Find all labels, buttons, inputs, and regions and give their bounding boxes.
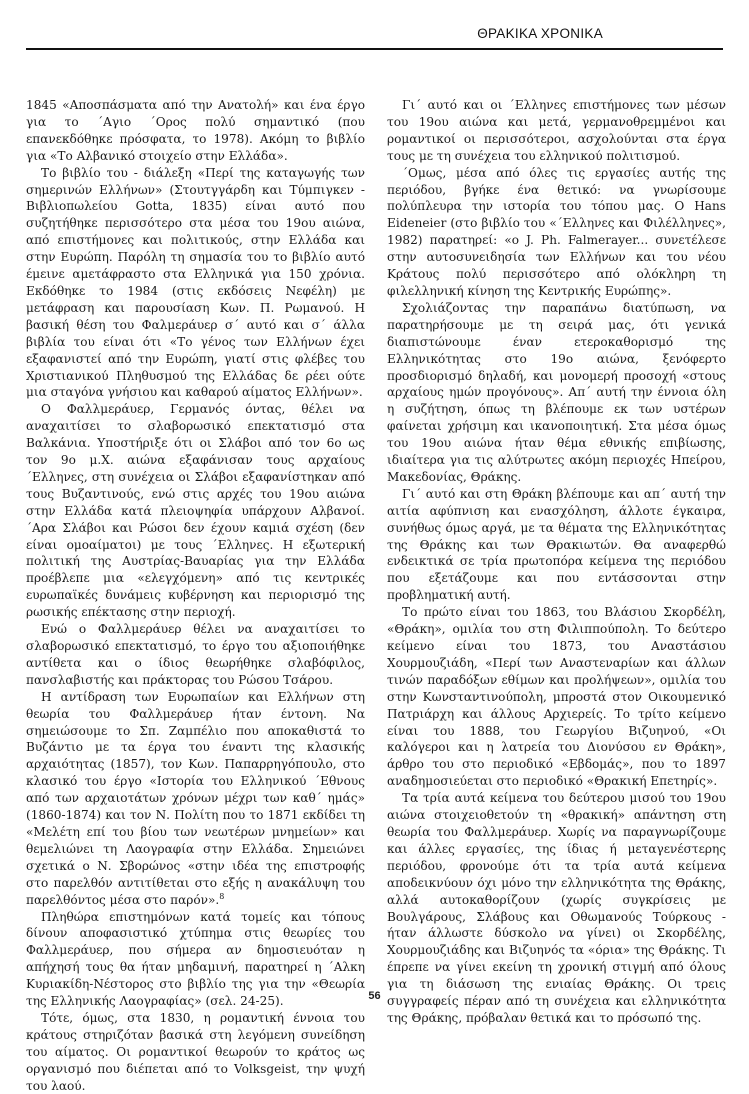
paragraph: 1845 «Αποσπάσματα από την Ανατολή» και ένα έργο για το ΄Αγιο ΄Ορος πολύ σημαντικό (που επανεκδόθηκε πρόσφατα, το 1978). Ακόμη το βιβλίο για «Το Αλβανικό στοιχείο στην Ελλάδα». [26, 98, 365, 163]
journal-title: ΘΡΑΚΙΚΑ ΧΡΟΝΙΚΑ [477, 26, 603, 41]
running-header [26, 26, 723, 50]
page-number: 56 [368, 990, 381, 1002]
left-column [26, 97, 365, 1094]
right-column [387, 97, 726, 1027]
paragraph: Το πρώτο είναι του 1863, του Βλάσιου Σκορδέλη, «Θράκη», ομιλία του στη Φιλιππούπολη. Το δεύτερο κείμενο είναι του 1873, του Αναστάσιου Χουρμουζιάδη, «Περί των Αναστεναρίων και άλλων τινών παραδόξων εθίμων και προλήψεων», ομιλία του στην Κωνσταντινούπολη, μπροστά στον Οικουμενικό Πατριάρχη και άλλους Αρχιερείς. Το τρίτο κείμενο είναι του 1888, του Γεωργίου Βιζυηνού, «Οι καλόγεροι και η λατρεία του Διονύσου εν Θράκη», άρθρο του στο περιοδικό «Εβδομάς», που το 1897 αναδημοσιεύεται στο περιοδικό «Θρακική Επετηρίς». [387, 605, 726, 789]
paragraph: Γι΄ αυτό και στη Θράκη βλέπουμε και απ΄ αυτή την αιτία αφύπνιση και ενασχόληση, άλλοτε έγκαιρα, συνήθως όμως αργά, με τα θέματα της Ελληνικότητας της Θράκης και των Θρακιωτών. Θα αναφερθώ ενδεικτικά σε τρία πρωτοπόρα κείμενα της περιόδου που εξετάζουμε και που εντάσσονται στην προβληματική αυτή. [387, 486, 726, 603]
paragraph: Γι΄ αυτό και οι ΄Ελληνες επιστήμονες των μέσων του 19ου αιώνα και μετά, γερμανοθρεμμένοι και ρομαντικοί οι περισσότεροι, ασχολούνται στα έργα τους με τη συνέχεια του ελληνικού πολιτισμού. [387, 98, 726, 163]
paragraph-text: Η αντίδραση των Ευρωπαίων και Ελλήνων στη θεωρία του Φαλλμεράυερ ήταν έντονη. Να σημειώσουμε το Σπ. Ζαμπέλιο που αποκαθιστά το Βυζάντιο με τα έργα του έναντι της κλασικής αρχαιότητας (1857), τον Κων. Παπαρρηγόπουλο, στο κλασικό του έργο «Ιστορία του Ελληνικού ΄Εθνους από των αρχαιοτάτων χρόνων μέχρι των καθ΄ ημάς» (1860-1874) και τον Ν. Πολίτη που το 1871 εκδίδει τη «Μελέτη επί του βίου των νεωτέρων μνημείων» και θεμελιώνει τη Λαογραφία στην Ελλάδα. Σημειώνει σχετικά ο Ν. Σβορώνος «στην ιδέα της επιστροφής στο παρελθόν αντιτίθεται στο εξής η ανακάλυψη του παρελθόντος μέσα στο παρόν». [26, 689, 365, 907]
paragraph-with-footnote [26, 689, 365, 909]
paragraph: Σχολιάζοντας την παραπάνω διατύπωση, να παρατηρήσουμε με τη σειρά μας, ότι γενικά διαπιστώνουμε έναν ετεροκαθορισμό της Ελληνικότητας στο 19ο αιώνα, ξενόφερτο προσδιορισμό δηλαδή, και μονομερή προσοχή «στους αρχαίους ημών προγόνους». Απ΄ αυτή την έννοια όλη η συζήτηση, όπως τη βλέπουμε εκ των υστέρων φαίνεται χρήσιμη και ικανοποιητική. Στα μέσα όμως του 19ου αιώνα ήταν θέμα εθνικής επιβίωσης, ιδιαίτερα για τις αλύτρωτες ακόμη περιοχές Ηπείρου, Μακεδονίας, Θράκης. [387, 300, 726, 484]
paragraph: Τα τρία αυτά κείμενα του δεύτερου μισού του 19ου αιώνα στοιχειοθετούν τη «θρακική» απάντηση στη θεωρία του Φαλλμεράυερ. Χωρίς να παραγνωρίζουμε και άλλες εργασίες, της ίδιας ή μεταγενέστερης περιόδου, φρονούμε ότι τα τρία αυτά κείμενα αποδεικνύουν όχι μόνο την ελληνικότητα της Θράκης, αλλά αυτοκαθορίζουν (χωρίς συγκρίσεις με Βουλγάρους, Σλάβους και Οθωμανούς Τούρκους - ήταν άλλωστε δύσκολο να γίνει) οι Σκορδέλης, Χουρμουζιάδης και Βιζυηνός τα «όρια» της Θράκης. Τι έπρεπε να γίνει εκείνη τη χρονική στιγμή από όλους για τη διάσωση της ενιαίας Θράκης. Οι τρεις συγγραφείς πέραν από τη συνέχεια και ελληνικότητα της Θράκης, πρόβαλαν θετικά και το πρόσωπό της. [387, 791, 726, 1025]
paragraph: Πληθώρα επιστημόνων κατά τομείς και τόπους δίνουν αποφασιστικό χτύπημα στις θεωρίες του Φαλλμεράυερ, που σήμερα αν δημοσιευόταν η απήχησή τους θα ήταν μηδαμινή, παρατηρεί η ΄Αλκη Κυριακίδη-Νέστορος στο βιβλίο της για την «Θεωρία της Ελληνικής Λαογραφίας» (σελ. 24-25). [26, 909, 365, 1009]
paragraph: Το βιβλίο του - διάλεξη «Περί της καταγωγής των σημερινών Ελλήνων» (Στουτγγάρδη και Τύμπιγκεν - Βιβλιοπωλείου Gotta, 1835) είναι αυτό που συζητήθηκε περισσότερο στα μέσα του 19ου αιώνα, από επιστήμονες και πολιτικούς, στην Ελλάδα και στην Ευρώπη. Παρόλη τη σημασία του το βιβλίο αυτό έμεινε αμετάφραστο στα Ελληνικά για 150 χρόνια. Εκδόθηκε το 1984 (στις εκδόσεις Νεφέλη) με μετάφραση και παρουσίαση Κων. Π. Ρωμανού. Η βασική θέση του Φαλμεράυερ σ΄ αυτό και σ΄ άλλα βιβλία του είναι ότι «Το γένος των Ελλήνων έχει εξαφανιστεί από την Ευρώπη, γιατί στις φλέβες του Χριστιανικού Πληθυσμού της Ελλάδας δε ρέει ούτε μια σταγόνα γνήσιου και καθαρού αίματος Ελλήνων». [26, 165, 365, 400]
paragraph: ΄Ομως, μέσα από όλες τις εργασίες αυτής της περιόδου, βγήκε ένα θετικό: να γνωρίσουμε πολύπλευρα την ιστορία του τόπου μας. Ο Hans Eideneier (στο βιβλίο του «΄Ελληνες και Φιλέλληνες», 1982) παρατηρεί: «ο J. Ph. Falmerayer... συνετέλεσε στην αυτοσυνειδησία των Ελλήνων και του νέου Κράτους πολύ περισσότερο από ολόκληρη τη φιλελληνική κίνηση της Κεντρικής Ευρώπης». [387, 165, 726, 298]
paragraph: Τότε, όμως, στα 1830, η ρομαντική έννοια του κράτους στηριζόταν βασικά στη λεγόμενη συνείδηση του αίματος. Οι ρομαντικοί θεωρούν το κράτος ως οργανισμό που διέπεται από το Volksgeist, την ψυχή του λαού. [26, 1010, 365, 1093]
paragraph: Ενώ ο Φαλλμεράυερ θέλει να αναχαιτίσει το σλαβορωσικό επεκτατισμό, το έργο του αξιοποιήθηκε αντίθετα και ο ίδιος θεωρήθηκε σλαβόφιλος, πανσλαβιστής και πράκτορας του Ρώσου Τσάρου. [26, 622, 365, 687]
paragraph: Ο Φαλλμεράυερ, Γερμανός όντας, θέλει να αναχαιτίσει το σλαβορωσικό επεκτατισμό στα Βαλκάνια. Υποστήριξε ότι οι Σλάβοι από τον 6ο ως τον 9ο μ.Χ. αιώνα εξαφάνισαν τους αρχαίους ΄Ελληνες, στη συνέχεια οι Σλάβοι εξαφανίστηκαν από τους Βυζαντινούς, ενώ στις αρχές του 19ου αιώνα στην Ελλάδα κατά πλειοψηφία υπάρχουν Αλβανοί. ΄Αρα Σλάβοι και Ρώσοι δεν έχουν καμιά σχέση (δεν είναι ομοαίματοι) με τους ΄Ελληνες. Η εξωτερική πολιτική της Αυστρίας-Βαυαρίας για την Ελλάδα προέβλεπε μια «ελεγχόμενη» από τις κεντρικές ευρωπαϊκές δυνάμεις κυβέρνηση και περιορισμό της ρωσικής επέκτασης στην περιοχή. [26, 402, 365, 620]
footnote-marker: 8 [219, 891, 225, 901]
